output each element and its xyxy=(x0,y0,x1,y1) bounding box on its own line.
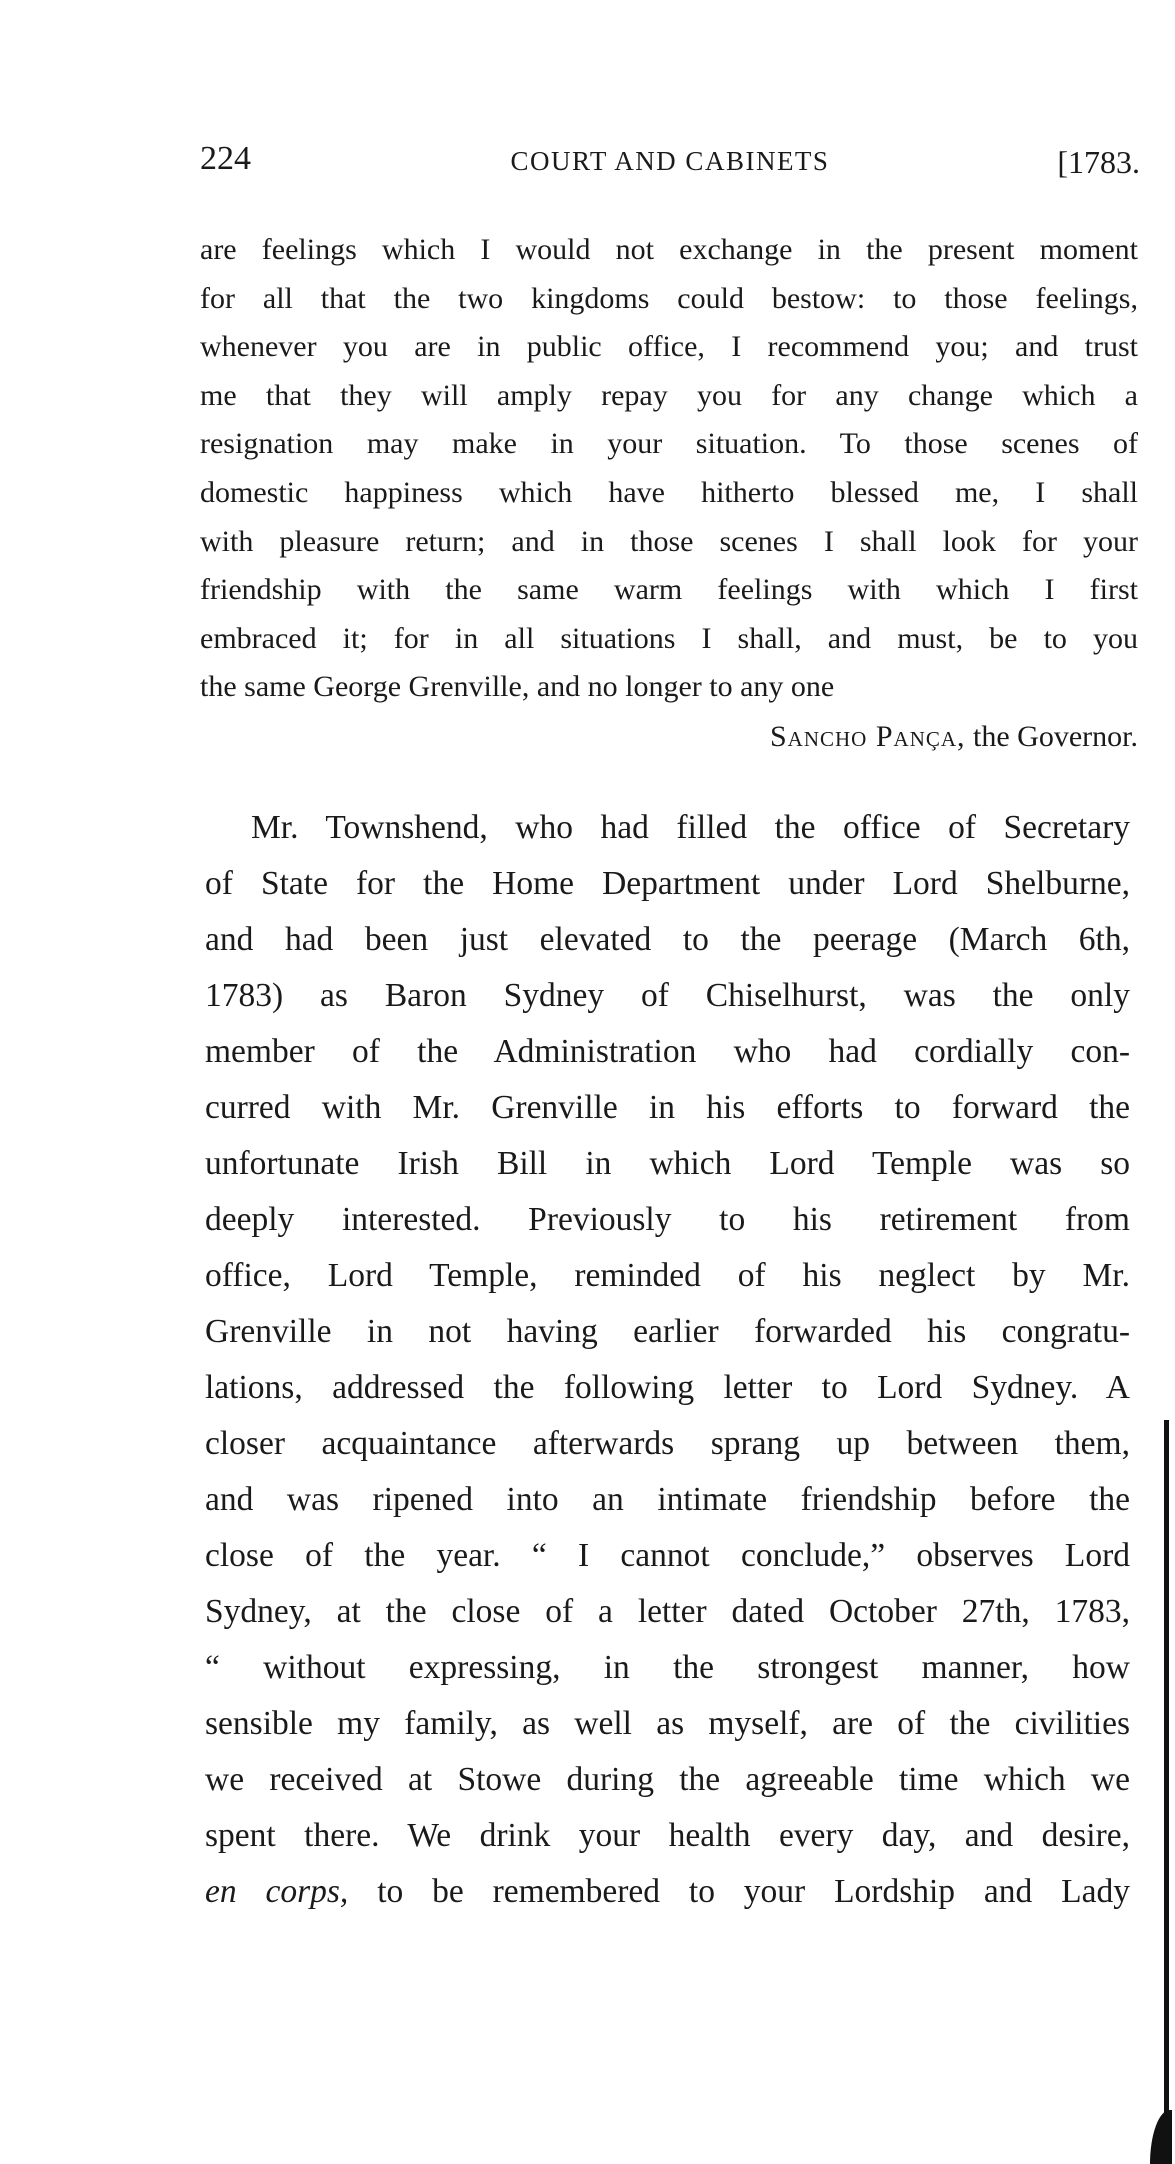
running-title: COURT AND CABINETS xyxy=(510,146,830,176)
letter-line: resignation may make in your situation. To those scenes of xyxy=(200,427,1138,461)
paragraph-line: Grenville in not having earlier forwarded his congratu- xyxy=(205,1313,1130,1350)
paragraph-line: we received at Stowe during the agreeable time which we xyxy=(205,1761,1130,1798)
paragraph-line: 1783) as Baron Sydney of Chiselhurst, was the only xyxy=(205,977,1130,1014)
paragraph-line: member of the Administration who had cordially con- xyxy=(205,1033,1130,1070)
letter-line: embraced it; for in all situations I shall, and must, be to you xyxy=(200,621,1138,655)
paragraph-line: unfortunate Irish Bill in which Lord Temple was so xyxy=(205,1145,1130,1182)
letter-line: are feelings which I would not exchange in the present moment xyxy=(200,233,1138,266)
header-year: [1783. xyxy=(1057,144,1140,180)
italic-phrase: en corps, xyxy=(205,1873,349,1910)
paragraph-line-last xyxy=(205,1864,1130,1920)
paragraph-line: Mr. Townshend, who had filled the office of Secretary xyxy=(251,809,1130,846)
letter-line: with pleasure return; and in those scenes I shall look for your xyxy=(200,524,1138,558)
letter-line: for all that the two kingdoms could bestow: to those feelings, xyxy=(200,281,1138,315)
letter-line: friendship with the same warm feelings with which I first xyxy=(200,573,1138,607)
letter-line: whenever you are in public office, I recommend you; and trust xyxy=(200,330,1138,364)
letter-line: me that they will amply repay you for any change which a xyxy=(200,378,1138,412)
letter-line: domestic happiness which have hitherto blessed me, I shall xyxy=(200,475,1138,509)
paragraph-line: sensible my family, as well as myself, are of the civilities xyxy=(205,1705,1130,1742)
paragraph-line: and was ripened into an intimate friendship before the xyxy=(205,1481,1130,1518)
paragraph-line: curred with Mr. Grenville in his efforts to forward the xyxy=(205,1089,1130,1126)
letter-signature xyxy=(200,712,1138,762)
narrative-paragraph xyxy=(205,800,1130,1920)
page-header xyxy=(200,140,1140,190)
paragraph-line: and had been just elevated to the peerage (March 6th, xyxy=(205,921,1130,958)
signature-name: Sancho Pança, xyxy=(769,719,966,753)
paragraph-line: lations, addressed the following letter to Lord Sydney. A xyxy=(205,1369,1130,1406)
paragraph-line: close of the year. “ I cannot conclude,” observes Lord xyxy=(205,1537,1130,1574)
paragraph-line: of State for the Home Department under Lord Shelburne, xyxy=(205,865,1130,902)
paragraph-line: spent there. We drink your health every day, and desire, xyxy=(205,1817,1130,1854)
page-edge-shadow-foot xyxy=(1150,2110,1172,2164)
letter-excerpt xyxy=(200,226,1138,762)
line-text: to be remembered to your Lordship and Lady xyxy=(377,1873,1130,1910)
paragraph-line: deeply interested. Previously to his retirement from xyxy=(205,1201,1130,1238)
page-number: 224 xyxy=(200,140,251,177)
letter-line: the same George Grenville, and no longer to any one xyxy=(200,670,835,704)
paragraph-line: Sydney, at the close of a letter dated October 27th, 1783, xyxy=(205,1593,1130,1630)
paragraph-line: office, Lord Temple, reminded of his neglect by Mr. xyxy=(205,1257,1130,1294)
paragraph-line: “ without expressing, in the strongest manner, how xyxy=(205,1649,1130,1686)
page-edge-shadow xyxy=(1164,1420,1169,2164)
signature-title: the Governor. xyxy=(973,719,1138,753)
paragraph-line: closer acquaintance afterwards sprang up between them, xyxy=(205,1425,1130,1462)
